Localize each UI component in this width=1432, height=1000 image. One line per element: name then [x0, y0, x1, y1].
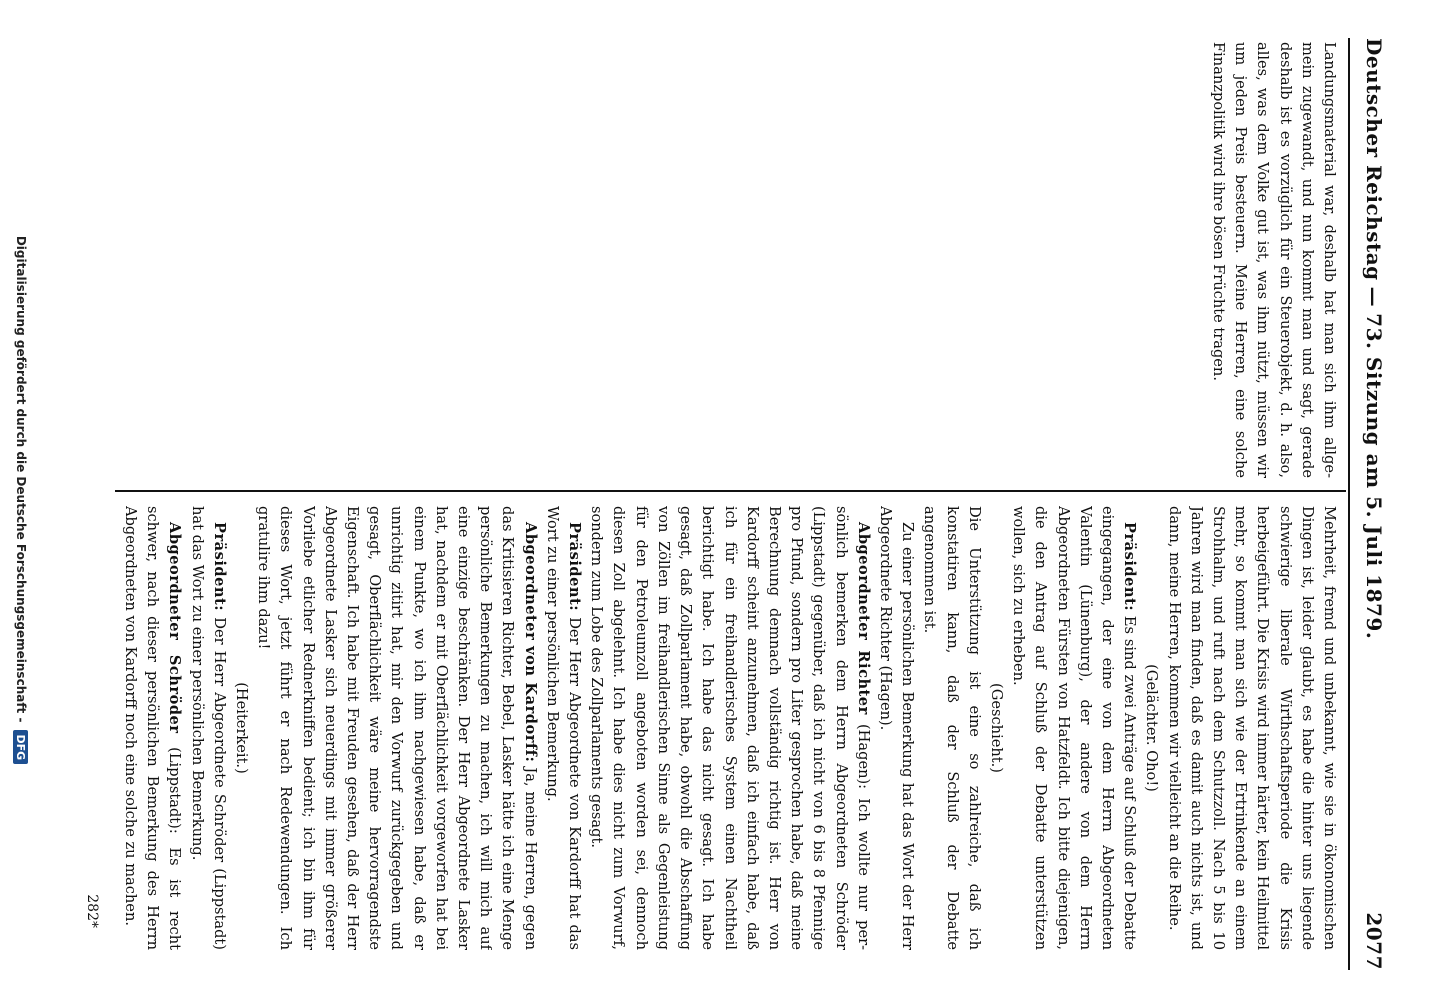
left-paragraph-1: Landungsmaterial war, deshalb hat man sich ihm allgemein zugewandt, und nun kommt man und sagt, gerade deshalb ist es vorzüglich für ein Steuerobjekt, d. h. also, alles, was dem Volke gut ist, was ihm nützt, müssen wir um jeden Preis besteuern. Meine Herren, eine solche Finanzpolitik wird ihre bösen Früchte tragen.	[1209, 42, 1338, 478]
credit-text: Digitalisierung gefördert durch die Deutsche Forschungsgemeinschaft -	[14, 235, 28, 723]
left-column	[118, 42, 1340, 478]
speaker-label: Präsident:	[210, 522, 228, 612]
publication-title: Deutscher Reichstag	[1362, 38, 1386, 281]
schroeder-remark: Abgeordneter Schröder (Lippstadt): Es ist recht schwer, nach dieser persönlichen Bemerkung des Herrn Abgeordneten von Kardorff noch eine solche zu machen.	[122, 506, 184, 950]
page-signature: 282*	[84, 894, 100, 928]
interjection: (Geschieht.)	[987, 683, 1005, 773]
president-statement: Präsident: Der Herr Abgeordnete Schröder (Lippstadt) hat das Wort zu einer persönlichen Bemerkung.	[188, 506, 228, 950]
richter-remark: Abgeordneter Richter (Hagen): Ich wollte nur persönlich bemerken dem Herrn Abgeordneten Schröder (Lippstadt) gegenüber, daß ich nicht von 6 bis 8 Pfennige pro Pfund, sondern pro Liter gesprochen habe, daß meine Berechnung demnach vollständig richtig ist. Herr von Kardorff scheint anzunehmen, daß ich einfach habe, daß ich für ein freihandlerisches System einen Nachtheil berichtigt habe. Ich habe das nicht gesagt. Ich habe gesagt, daß Zollparlament habe, obwohl die Abschaffung von Zöllen im freihandlerischen Sinne als Gegenleistung für den Petroleumzoll angeboten worden sei, dennoch diesen Zoll abgelehnt. Ich habe dies nicht zum Vorwurf, sondern zum Lobe des Zollparlaments gesagt.	[588, 506, 872, 950]
right-column	[118, 506, 1340, 950]
president-statement-cont: Die Unterstützung ist eine so zahlreiche, daß ich konstatiren kann, daß der Schluß der Debatte angenommen ist.	[921, 506, 983, 950]
right-intro: Mehrheit, fremd und unbekannt, wie sie in ökonomischen Dingen ist, leider glaubt, es habe die hinter uns liegende schwierige liberale Wirthschaftsperiode die Krisis herbeigeführt. Die Krisis wird immer härter, kein Heilmittel mehr, so kommt man sich wie der Ertrinkende an einem Strohhalm, und ruft nach dem Schutzzoll. Nach 5 bis 10 Jahren wird man finden, daß es damit auch nichts ist, und dann, meine Herren, kommen wir vielleicht an die Reihe.	[1165, 506, 1338, 950]
header-rule	[1348, 38, 1350, 970]
session-info: 73. Sitzung am 5. Juli 1879.	[1362, 313, 1386, 640]
speaker-label: Präsident:	[1121, 522, 1139, 612]
president-statement-cont: Zu einer persönlichen Bemerkung hat das Wort der Herr Abgeordnete Richter (Hagen).	[876, 506, 917, 950]
page-number: 2077	[1362, 912, 1386, 970]
column-divider	[115, 490, 1346, 492]
dfg-logo: DFG	[14, 730, 29, 764]
digitization-credit	[10, 30, 32, 970]
speaker-label: Abgeordneter Schröder	[166, 522, 184, 734]
interjection: (Gelächter. Oho!)	[1143, 664, 1161, 792]
speaker-label: Präsident:	[566, 522, 584, 612]
speaker-label: Abgeordneter von Kardorff:	[521, 522, 539, 763]
interjection: (Heiterkeit.)	[233, 682, 251, 774]
president-statement: Präsident: Es sind zwei Anträge auf Schluß der Debatte eingegangen, der eine von dem Herrn Abgeordneten Valentin (Lünenburg), der andere von dem Herrn Abgeordneten Fürsten von Hatzfeldt. Ich bitte diejenigen, die den Antrag auf Schluß der Debatte unterstützen wollen, sich zu erheben.	[1010, 506, 1139, 950]
kardorff-remark: Abgeordneter von Kardorff: Ja, meine Herren, gegen das Kritisieren Richter, Bebel, Lasker hätte ich eine Menge persönliche Bemerkungen zu machen, ich will mich auf eine einzige beschränken. Der Herr Abgeordnete Lasker hat, nachdem er mit Oberflächlichkeit vorgeworfen hat bei einem Punkte, wo ich ihm nachgewiesen habe, daß er unrichtig zitirt hat, mir den Vorwurf zurückgegeben und gesagt, Oberflächlichkeit wäre meine hervorragendste Eigenschaft. Ich habe mit Freuden gesehen, daß der Herr Abgeordnete Lasker sich neuerdings mit immer größerer Vorliebe etlicher Rednerkniffen bedient; ich bin ihm für dieses Wort, jetzt führt er nach Redewendungen. Ich gratulire ihm dazu!	[255, 506, 539, 950]
page-header: Deutscher Reichstag — 73. Sitzung am 5. Juli 1879. 2077	[1362, 38, 1386, 970]
president-statement: Präsident: Der Herr Abgeordnete von Kardorff hat das Wort zu einer persönlichen Bemerkung.	[543, 506, 584, 950]
speaker-label: Abgeordneter Richter	[854, 522, 872, 715]
